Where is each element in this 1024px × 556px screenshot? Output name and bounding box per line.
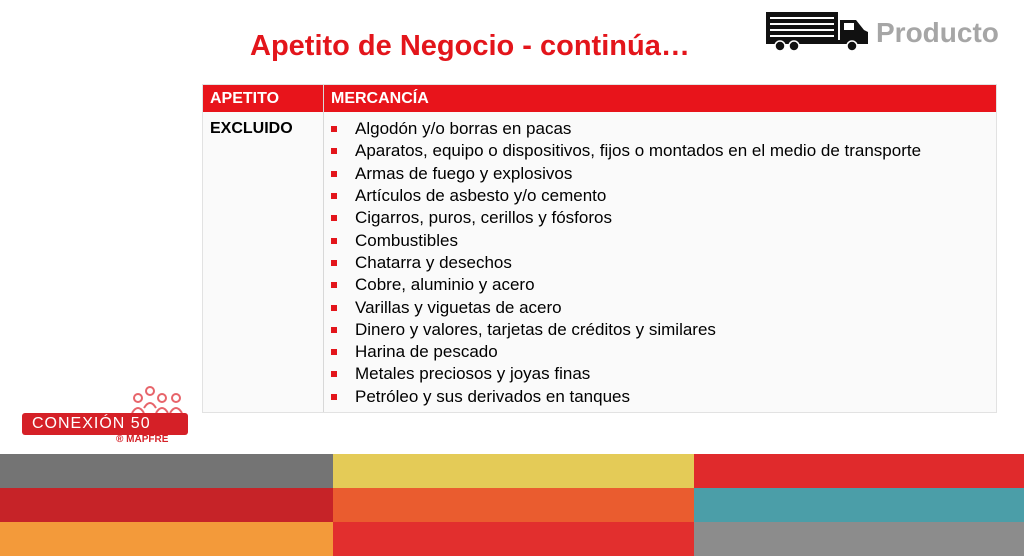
table-header [203, 85, 996, 112]
bullet-icon [331, 126, 337, 132]
list-item: Dinero y valores, tarjetas de créditos y similares [331, 319, 921, 341]
row-label-excluido: EXCLUIDO [210, 120, 293, 137]
bullet-icon [331, 215, 337, 221]
color-band [333, 454, 694, 488]
excluded-goods-list [331, 118, 921, 408]
section-label: Producto [876, 17, 999, 48]
color-band [694, 488, 1024, 522]
bullet-icon [331, 193, 337, 199]
truck-icon [764, 10, 870, 52]
color-band [333, 488, 694, 522]
list-item: Petróleo y sus derivados en tanques [331, 386, 921, 408]
color-band [333, 522, 694, 556]
people-icon [124, 386, 212, 416]
column-header-apetito: APETITO [210, 90, 280, 107]
list-item: Cobre, aluminio y acero [331, 274, 921, 296]
color-band [0, 522, 333, 556]
logo-mapfre: ® MAPFRE [116, 434, 169, 445]
list-item: Harina de pescado [331, 341, 921, 363]
bullet-icon [331, 371, 337, 377]
bullet-icon [331, 349, 337, 355]
appetite-table [202, 84, 997, 413]
conexion-50-logo [22, 386, 192, 446]
column-divider [323, 85, 324, 412]
list-item: Algodón y/o borras en pacas [331, 118, 921, 140]
color-band [0, 454, 333, 488]
bullet-icon [331, 171, 337, 177]
bullet-icon [331, 148, 337, 154]
color-band [694, 454, 1024, 488]
bullet-icon [331, 394, 337, 400]
page-title: Apetito de Negocio - continúa… [250, 30, 690, 62]
bullet-icon [331, 260, 337, 266]
bullet-icon [331, 305, 337, 311]
logo-wordmark: CONEXIÓN 50 [22, 413, 188, 435]
bullet-icon [331, 327, 337, 333]
list-item: Chatarra y desechos [331, 252, 921, 274]
color-band [0, 488, 333, 522]
column-header-mercancia: MERCANCÍA [331, 90, 429, 107]
list-item: Metales preciosos y joyas finas [331, 363, 921, 385]
bullet-icon [331, 238, 337, 244]
list-item: Cigarros, puros, cerillos y fósforos [331, 207, 921, 229]
list-item: Armas de fuego y explosivos [331, 163, 921, 185]
list-item: Varillas y viguetas de acero [331, 296, 921, 318]
bullet-icon [331, 282, 337, 288]
list-item: Combustibles [331, 229, 921, 251]
list-item: Artículos de asbesto y/o cemento [331, 185, 921, 207]
color-band [694, 522, 1024, 556]
list-item: Aparatos, equipo o dispositivos, fijos o montados en el medio de transporte [331, 140, 921, 162]
